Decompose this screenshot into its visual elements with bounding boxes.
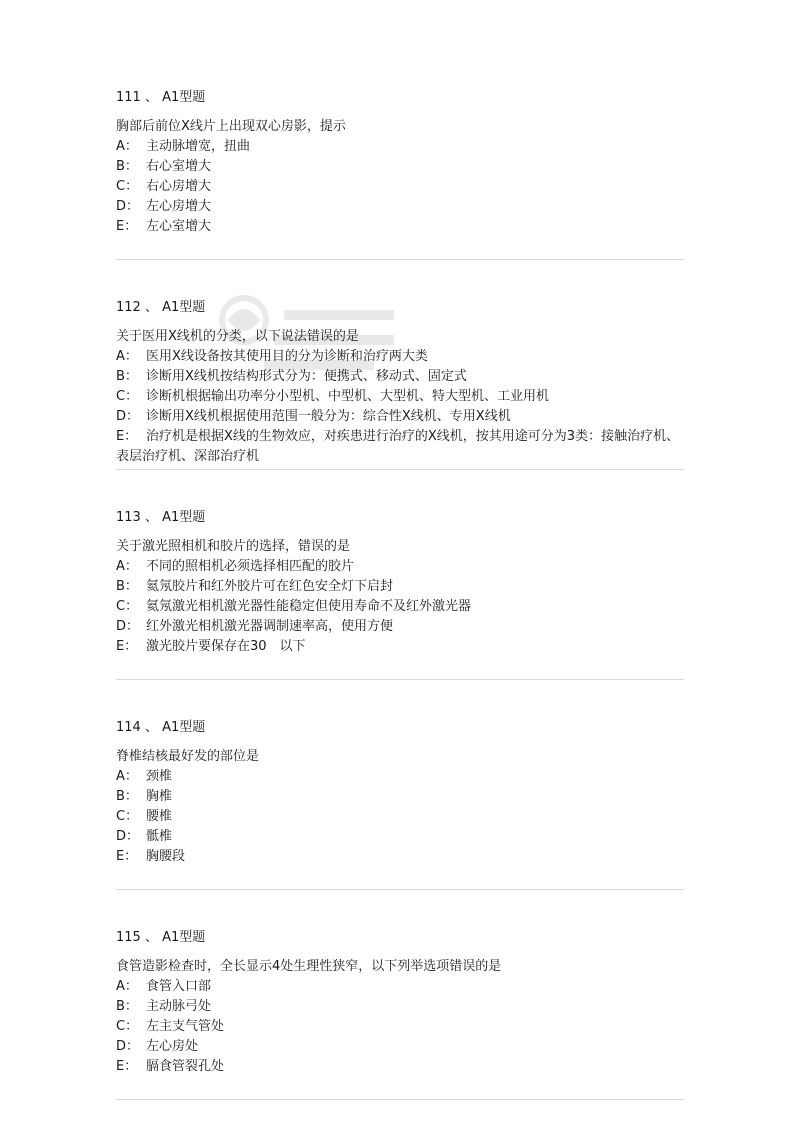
option-letter: D： <box>116 619 140 634</box>
option-letter: C： <box>116 1019 139 1034</box>
question-header: 114 、 A1型题 <box>116 720 206 735</box>
option-text: 不同的照相机必须选择相匹配的胶片 <box>146 559 355 574</box>
option-letter: E： <box>116 849 138 864</box>
option-text: 腰椎 <box>146 809 173 824</box>
question-divider <box>116 259 684 260</box>
option-text: 氦氖激光相机激光器性能稳定但使用寿命不及红外激光器 <box>146 599 472 614</box>
option-text: 氦氖胶片和红外胶片可在红色安全灯下启封 <box>146 579 394 594</box>
option-e[interactable] <box>116 637 684 657</box>
option-letter: D： <box>116 829 140 844</box>
option-text: 右心房增大 <box>146 179 212 194</box>
question-divider <box>116 679 684 680</box>
option-letter: B： <box>116 579 138 594</box>
option-e[interactable] <box>116 217 684 237</box>
option-d[interactable] <box>116 407 684 427</box>
option-c[interactable] <box>116 807 684 827</box>
option-d[interactable] <box>116 617 684 637</box>
option-letter: B： <box>116 999 138 1014</box>
option-text: 左心室增大 <box>146 219 212 234</box>
question-header: 112 、 A1型题 <box>116 300 206 315</box>
option-e[interactable] <box>116 1057 684 1077</box>
option-d[interactable] <box>116 827 684 847</box>
option-text: 胸腰段 <box>146 849 186 864</box>
option-b[interactable] <box>116 157 684 177</box>
question-header: 113 、 A1型题 <box>116 510 206 525</box>
option-text: 左心房处 <box>146 1039 199 1054</box>
option-letter: C： <box>116 179 139 194</box>
option-letter: A： <box>116 979 138 994</box>
question-stem: 关于医用X线机的分类，以下说法错误的是 <box>116 329 359 344</box>
option-letter: A： <box>116 139 138 154</box>
option-letter: E： <box>116 429 138 444</box>
question-divider <box>116 889 684 890</box>
option-text: 胸椎 <box>146 789 173 804</box>
option-a[interactable] <box>116 347 684 367</box>
question-113 <box>116 508 684 708</box>
option-text: 激光胶片要保存在30 以下 <box>146 639 306 654</box>
question-header: 115 、 A1型题 <box>116 930 206 945</box>
option-letter: D： <box>116 199 140 214</box>
question-divider <box>116 469 684 470</box>
question-divider <box>116 1099 684 1100</box>
option-b[interactable] <box>116 367 684 387</box>
option-text: 膈食管裂孔处 <box>146 1059 225 1074</box>
option-letter: E： <box>116 639 138 654</box>
option-a[interactable] <box>116 977 684 997</box>
option-letter: C： <box>116 389 139 404</box>
option-letter: B： <box>116 789 138 804</box>
option-letter: A： <box>116 349 138 364</box>
option-letter: D： <box>116 409 140 424</box>
option-text: 左主支气管处 <box>146 1019 225 1034</box>
option-text: 右心室增大 <box>146 159 212 174</box>
option-text: 主动脉增宽，扭曲 <box>146 139 251 154</box>
option-text: 治疗机是根据X线的生物效应，对疾患进行治疗的X线机，按其用途可分为3类：接触治疗机、表层治疗机、深部治疗机 <box>116 429 680 464</box>
option-e[interactable] <box>116 427 684 467</box>
question-list <box>116 78 684 1128</box>
option-c[interactable] <box>116 1017 684 1037</box>
option-text: 诊断用X线机根据使用范围一般分为：综合性X线机、专用X线机 <box>146 409 511 424</box>
option-d[interactable] <box>116 197 684 217</box>
option-letter: B： <box>116 369 138 384</box>
option-text: 医用X线设备按其使用目的分为诊断和治疗两大类 <box>146 349 428 364</box>
option-b[interactable] <box>116 997 684 1017</box>
option-a[interactable] <box>116 557 684 577</box>
option-text: 颈椎 <box>146 769 173 784</box>
option-letter: C： <box>116 809 139 824</box>
question-112 <box>116 298 684 498</box>
option-b[interactable] <box>116 577 684 597</box>
option-text: 食管入口部 <box>146 979 212 994</box>
question-stem: 脊椎结核最好发的部位是 <box>116 749 260 764</box>
option-c[interactable] <box>116 387 684 407</box>
option-letter: B： <box>116 159 138 174</box>
question-114 <box>116 718 684 918</box>
option-c[interactable] <box>116 177 684 197</box>
option-text: 诊断机根据输出功率分小型机、中型机、大型机、特大型机、工业用机 <box>146 389 550 404</box>
option-text: 主动脉弓处 <box>146 999 212 1014</box>
question-115 <box>116 928 684 1128</box>
option-letter: A： <box>116 769 138 784</box>
option-a[interactable] <box>116 137 684 157</box>
option-text: 左心房增大 <box>146 199 212 214</box>
question-stem: 食管造影检查时，全长显示4处生理性狭窄，以下列举选项错误的是 <box>116 959 502 974</box>
option-e[interactable] <box>116 847 684 867</box>
option-b[interactable] <box>116 787 684 807</box>
question-stem: 胸部后前位X线片上出现双心房影，提示 <box>116 119 346 134</box>
option-letter: E： <box>116 219 138 234</box>
option-letter: E： <box>116 1059 138 1074</box>
option-letter: C： <box>116 599 139 614</box>
option-text: 红外激光相机激光器调制速率高，使用方便 <box>146 619 394 634</box>
option-text: 诊断用X线机按结构形式分为：便携式、移动式、固定式 <box>146 369 467 384</box>
option-text: 骶椎 <box>146 829 173 844</box>
option-d[interactable] <box>116 1037 684 1057</box>
option-c[interactable] <box>116 597 684 617</box>
option-letter: D： <box>116 1039 140 1054</box>
question-111 <box>116 88 684 288</box>
option-a[interactable] <box>116 767 684 787</box>
question-stem: 关于激光照相机和胶片的选择，错误的是 <box>116 539 351 554</box>
question-header: 111 、 A1型题 <box>116 90 206 105</box>
option-letter: A： <box>116 559 138 574</box>
